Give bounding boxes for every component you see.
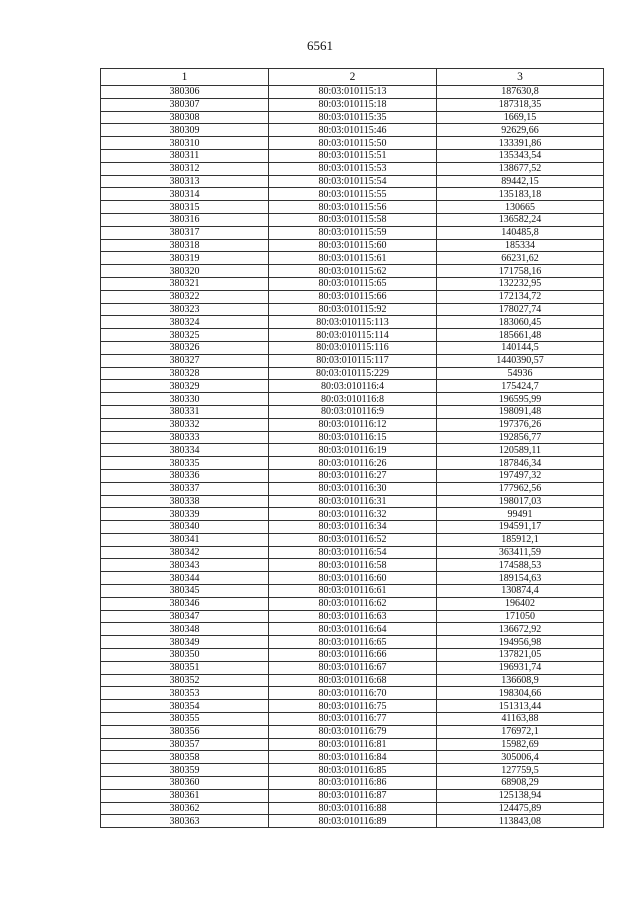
cadastral-number-cell: 80:03:010116:26 [269, 457, 437, 470]
row-number-cell: 380349 [101, 636, 269, 649]
table-row [101, 725, 604, 738]
value-cell: 113843,08 [437, 815, 604, 828]
value-cell: 185334 [437, 239, 604, 252]
cadastral-number-cell: 80:03:010115:35 [269, 111, 437, 124]
cadastral-number-cell: 80:03:010116:4 [269, 380, 437, 393]
column-header-3: 3 [437, 69, 604, 86]
table-row [101, 290, 604, 303]
value-cell: 136608,9 [437, 674, 604, 687]
value-cell: 183060,45 [437, 316, 604, 329]
row-number-cell: 380324 [101, 316, 269, 329]
row-number-cell: 380346 [101, 597, 269, 610]
row-number-cell: 380338 [101, 495, 269, 508]
row-number-cell: 380352 [101, 674, 269, 687]
row-number-cell: 380311 [101, 149, 269, 162]
value-cell: 192856,77 [437, 431, 604, 444]
table-row [101, 265, 604, 278]
value-cell: 178027,74 [437, 303, 604, 316]
table-row [101, 188, 604, 201]
row-number-cell: 380336 [101, 469, 269, 482]
row-number-cell: 380325 [101, 329, 269, 342]
value-cell: 136672,92 [437, 623, 604, 636]
cadastral-number-cell: 80:03:010115:62 [269, 265, 437, 278]
row-number-cell: 380334 [101, 444, 269, 457]
row-number-cell: 380345 [101, 585, 269, 598]
cadastral-number-cell: 80:03:010116:84 [269, 751, 437, 764]
row-number-cell: 380330 [101, 393, 269, 406]
cadastral-number-cell: 80:03:010116:77 [269, 713, 437, 726]
cadastral-number-cell: 80:03:010115:114 [269, 329, 437, 342]
cadastral-number-cell: 80:03:010116:88 [269, 802, 437, 815]
value-cell: 185661,48 [437, 329, 604, 342]
value-cell: 130665 [437, 201, 604, 214]
table-header-row [101, 69, 604, 86]
value-cell: 305006,4 [437, 751, 604, 764]
table-row [101, 789, 604, 802]
row-number-cell: 380317 [101, 226, 269, 239]
value-cell: 198091,48 [437, 405, 604, 418]
table-row [101, 508, 604, 521]
table-row [101, 521, 604, 534]
value-cell: 124475,89 [437, 802, 604, 815]
table-row [101, 636, 604, 649]
cadastral-number-cell: 80:03:010116:86 [269, 777, 437, 790]
row-number-cell: 380314 [101, 188, 269, 201]
row-number-cell: 380321 [101, 277, 269, 290]
row-number-cell: 380318 [101, 239, 269, 252]
cadastral-number-cell: 80:03:010116:27 [269, 469, 437, 482]
row-number-cell: 380354 [101, 700, 269, 713]
table-row [101, 239, 604, 252]
row-number-cell: 380306 [101, 86, 269, 99]
table-row [101, 777, 604, 790]
cadastral-number-cell: 80:03:010116:15 [269, 431, 437, 444]
row-number-cell: 380319 [101, 252, 269, 265]
cadastral-number-cell: 80:03:010115:65 [269, 277, 437, 290]
data-table [100, 68, 604, 828]
value-cell: 1440390,57 [437, 354, 604, 367]
cadastral-number-cell: 80:03:010115:53 [269, 162, 437, 175]
table-row [101, 700, 604, 713]
row-number-cell: 380315 [101, 201, 269, 214]
cadastral-number-cell: 80:03:010115:116 [269, 341, 437, 354]
value-cell: 120589,11 [437, 444, 604, 457]
cadastral-number-cell: 80:03:010115:51 [269, 149, 437, 162]
table-row [101, 687, 604, 700]
value-cell: 151313,44 [437, 700, 604, 713]
cadastral-number-cell: 80:03:010115:18 [269, 98, 437, 111]
row-number-cell: 380343 [101, 559, 269, 572]
cadastral-number-cell: 80:03:010115:50 [269, 137, 437, 150]
table-row [101, 533, 604, 546]
cadastral-number-cell: 80:03:010115:229 [269, 367, 437, 380]
value-cell: 187630,8 [437, 86, 604, 99]
cadastral-number-cell: 80:03:010116:54 [269, 546, 437, 559]
row-number-cell: 380333 [101, 431, 269, 444]
cadastral-number-cell: 80:03:010116:67 [269, 661, 437, 674]
value-cell: 171050 [437, 610, 604, 623]
cadastral-number-cell: 80:03:010116:63 [269, 610, 437, 623]
value-cell: 127759,5 [437, 764, 604, 777]
row-number-cell: 380348 [101, 623, 269, 636]
table-row [101, 98, 604, 111]
table-row [101, 457, 604, 470]
table-row [101, 405, 604, 418]
table-body [101, 86, 604, 828]
value-cell: 175424,7 [437, 380, 604, 393]
value-cell: 172134,72 [437, 290, 604, 303]
row-number-cell: 380335 [101, 457, 269, 470]
table-row [101, 252, 604, 265]
row-number-cell: 380356 [101, 725, 269, 738]
value-cell: 177962,56 [437, 482, 604, 495]
value-cell: 66231,62 [437, 252, 604, 265]
cadastral-number-cell: 80:03:010115:54 [269, 175, 437, 188]
row-number-cell: 380353 [101, 687, 269, 700]
table-row [101, 316, 604, 329]
cadastral-number-cell: 80:03:010115:117 [269, 354, 437, 367]
table-row [101, 111, 604, 124]
table-row [101, 418, 604, 431]
table-row [101, 329, 604, 342]
table-row [101, 226, 604, 239]
value-cell: 89442,15 [437, 175, 604, 188]
value-cell: 196931,74 [437, 661, 604, 674]
value-cell: 54936 [437, 367, 604, 380]
row-number-cell: 380312 [101, 162, 269, 175]
value-cell: 99491 [437, 508, 604, 521]
table-row [101, 86, 604, 99]
cadastral-number-cell: 80:03:010116:34 [269, 521, 437, 534]
cadastral-number-cell: 80:03:010115:56 [269, 201, 437, 214]
table-row [101, 354, 604, 367]
cadastral-number-cell: 80:03:010116:30 [269, 482, 437, 495]
cadastral-number-cell: 80:03:010116:31 [269, 495, 437, 508]
cadastral-number-cell: 80:03:010116:62 [269, 597, 437, 610]
value-cell: 194956,98 [437, 636, 604, 649]
value-cell: 135343,54 [437, 149, 604, 162]
value-cell: 1669,15 [437, 111, 604, 124]
cadastral-number-cell: 80:03:010116:8 [269, 393, 437, 406]
value-cell: 174588,53 [437, 559, 604, 572]
cadastral-number-cell: 80:03:010115:66 [269, 290, 437, 303]
cadastral-number-cell: 80:03:010115:58 [269, 213, 437, 226]
row-number-cell: 380309 [101, 124, 269, 137]
value-cell: 198304,66 [437, 687, 604, 700]
table-row [101, 610, 604, 623]
table-row [101, 137, 604, 150]
table-row [101, 469, 604, 482]
value-cell: 130874,4 [437, 585, 604, 598]
cadastral-number-cell: 80:03:010116:87 [269, 789, 437, 802]
cadastral-number-cell: 80:03:010115:60 [269, 239, 437, 252]
value-cell: 125138,94 [437, 789, 604, 802]
row-number-cell: 380347 [101, 610, 269, 623]
table-row [101, 303, 604, 316]
cadastral-number-cell: 80:03:010115:13 [269, 86, 437, 99]
cadastral-number-cell: 80:03:010116:68 [269, 674, 437, 687]
table-row [101, 495, 604, 508]
row-number-cell: 380355 [101, 713, 269, 726]
cadastral-number-cell: 80:03:010116:32 [269, 508, 437, 521]
table-row [101, 674, 604, 687]
value-cell: 185912,1 [437, 533, 604, 546]
value-cell: 135183,18 [437, 188, 604, 201]
row-number-cell: 380362 [101, 802, 269, 815]
row-number-cell: 380332 [101, 418, 269, 431]
table-row [101, 751, 604, 764]
table-row [101, 482, 604, 495]
cadastral-number-cell: 80:03:010116:75 [269, 700, 437, 713]
row-number-cell: 380328 [101, 367, 269, 380]
value-cell: 133391,86 [437, 137, 604, 150]
cadastral-number-cell: 80:03:010116:61 [269, 585, 437, 598]
table-row [101, 124, 604, 137]
column-header-2: 2 [269, 69, 437, 86]
page-number: 6561 [307, 38, 333, 53]
value-cell: 68908,29 [437, 777, 604, 790]
table-row [101, 213, 604, 226]
value-cell: 138677,52 [437, 162, 604, 175]
value-cell: 136582,24 [437, 213, 604, 226]
row-number-cell: 380361 [101, 789, 269, 802]
row-number-cell: 380307 [101, 98, 269, 111]
table-row [101, 444, 604, 457]
table-row [101, 764, 604, 777]
table-row [101, 380, 604, 393]
row-number-cell: 380308 [101, 111, 269, 124]
cadastral-number-cell: 80:03:010115:59 [269, 226, 437, 239]
table-row [101, 341, 604, 354]
cadastral-number-cell: 80:03:010115:61 [269, 252, 437, 265]
table-row [101, 149, 604, 162]
row-number-cell: 380316 [101, 213, 269, 226]
table-row [101, 201, 604, 214]
table-row [101, 546, 604, 559]
value-cell: 132232,95 [437, 277, 604, 290]
table-row [101, 277, 604, 290]
cadastral-number-cell: 80:03:010116:58 [269, 559, 437, 572]
cadastral-number-cell: 80:03:010116:64 [269, 623, 437, 636]
row-number-cell: 380359 [101, 764, 269, 777]
value-cell: 187318,35 [437, 98, 604, 111]
row-number-cell: 380340 [101, 521, 269, 534]
table-row [101, 738, 604, 751]
cadastral-number-cell: 80:03:010116:66 [269, 649, 437, 662]
value-cell: 197376,26 [437, 418, 604, 431]
value-cell: 176972,1 [437, 725, 604, 738]
row-number-cell: 380351 [101, 661, 269, 674]
value-cell: 189154,63 [437, 572, 604, 585]
cadastral-number-cell: 80:03:010115:55 [269, 188, 437, 201]
table-row [101, 802, 604, 815]
cadastral-number-cell: 80:03:010116:65 [269, 636, 437, 649]
value-cell: 41163,88 [437, 713, 604, 726]
value-cell: 194591,17 [437, 521, 604, 534]
cadastral-number-cell: 80:03:010116:81 [269, 738, 437, 751]
value-cell: 15982,69 [437, 738, 604, 751]
row-number-cell: 380313 [101, 175, 269, 188]
column-header-1: 1 [101, 69, 269, 86]
table-row [101, 597, 604, 610]
table-row [101, 162, 604, 175]
value-cell: 363411,59 [437, 546, 604, 559]
cadastral-number-cell: 80:03:010116:85 [269, 764, 437, 777]
table-row [101, 661, 604, 674]
cadastral-number-cell: 80:03:010116:89 [269, 815, 437, 828]
row-number-cell: 380358 [101, 751, 269, 764]
table-row [101, 559, 604, 572]
value-cell: 196402 [437, 597, 604, 610]
value-cell: 197497,32 [437, 469, 604, 482]
row-number-cell: 380322 [101, 290, 269, 303]
row-number-cell: 380329 [101, 380, 269, 393]
row-number-cell: 380344 [101, 572, 269, 585]
table-row [101, 175, 604, 188]
value-cell: 140485,8 [437, 226, 604, 239]
table-row [101, 393, 604, 406]
table-row [101, 815, 604, 828]
value-cell: 198017,03 [437, 495, 604, 508]
table-row [101, 367, 604, 380]
cadastral-number-cell: 80:03:010116:70 [269, 687, 437, 700]
row-number-cell: 380357 [101, 738, 269, 751]
row-number-cell: 380331 [101, 405, 269, 418]
row-number-cell: 380310 [101, 137, 269, 150]
row-number-cell: 380337 [101, 482, 269, 495]
table-row [101, 431, 604, 444]
table-row [101, 585, 604, 598]
value-cell: 171758,16 [437, 265, 604, 278]
value-cell: 187846,34 [437, 457, 604, 470]
table-row [101, 623, 604, 636]
value-cell: 140144,5 [437, 341, 604, 354]
row-number-cell: 380342 [101, 546, 269, 559]
cadastral-number-cell: 80:03:010116:52 [269, 533, 437, 546]
table-row [101, 649, 604, 662]
cadastral-number-cell: 80:03:010116:12 [269, 418, 437, 431]
value-cell: 137821,05 [437, 649, 604, 662]
cadastral-number-cell: 80:03:010116:79 [269, 725, 437, 738]
cadastral-number-cell: 80:03:010115:113 [269, 316, 437, 329]
table-row [101, 713, 604, 726]
row-number-cell: 380350 [101, 649, 269, 662]
cadastral-number-cell: 80:03:010115:92 [269, 303, 437, 316]
cadastral-number-cell: 80:03:010116:60 [269, 572, 437, 585]
row-number-cell: 380339 [101, 508, 269, 521]
row-number-cell: 380360 [101, 777, 269, 790]
row-number-cell: 380327 [101, 354, 269, 367]
cadastral-number-cell: 80:03:010116:19 [269, 444, 437, 457]
value-cell: 92629,66 [437, 124, 604, 137]
cadastral-number-cell: 80:03:010116:9 [269, 405, 437, 418]
row-number-cell: 380323 [101, 303, 269, 316]
row-number-cell: 380320 [101, 265, 269, 278]
table-row [101, 572, 604, 585]
row-number-cell: 380326 [101, 341, 269, 354]
row-number-cell: 380363 [101, 815, 269, 828]
cadastral-number-cell: 80:03:010115:46 [269, 124, 437, 137]
value-cell: 196595,99 [437, 393, 604, 406]
row-number-cell: 380341 [101, 533, 269, 546]
